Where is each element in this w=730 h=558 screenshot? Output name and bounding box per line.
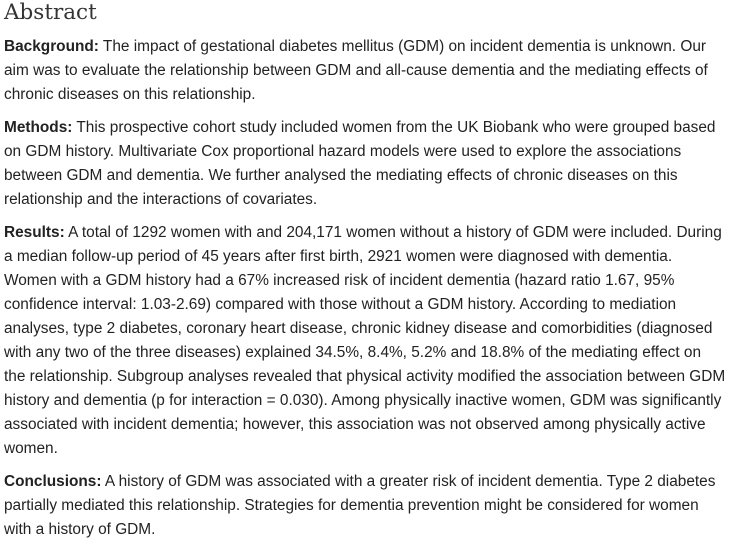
conclusions-section bbox=[4, 470, 726, 542]
results-label: Results: bbox=[4, 224, 65, 241]
abstract-container bbox=[4, 0, 726, 551]
background-section bbox=[4, 35, 726, 107]
results-text: A total of 1292 women with and 204,171 women without a history of GDM were included. During a median follow-up period of 45 years after first birth, 2921 women were diagnosed with dementia. Women with a GDM history had a 67% increased risk of incident dementia (hazard ratio 1.67, 95% confidence interval: 1.03-2.69) compared with those without a GDM history. According to mediation analyses, type 2 diabetes, coronary heart disease, chronic kidney disease and comorbidities (diagnosed with any two of the three diseases) explained 34.5%, 8.4%, 5.2% and 18.8% of the mediating effect on the relationship. Subgroup analyses revealed that physical activity modified the association between GDM history and dementia (p for interaction = 0.030). Among physically inactive women, GDM was significantly associated with incident dementia; however, this association was not observed among physically active women. bbox=[4, 224, 726, 457]
conclusions-label: Conclusions: bbox=[4, 473, 102, 490]
methods-section bbox=[4, 116, 726, 212]
results-section bbox=[4, 221, 726, 461]
methods-label: Methods: bbox=[4, 119, 73, 136]
methods-text: This prospective cohort study included women from the UK Biobank who were grouped based on GDM history. Multivariate Cox proportional hazard models were used to explore the associations between GDM and dementia. We further analysed the mediating effects of chronic diseases on this relationship and the interactions of covariates. bbox=[4, 119, 716, 208]
abstract-heading: Abstract bbox=[4, 0, 97, 25]
conclusions-text: A history of GDM was associated with a greater risk of incident dementia. Type 2 diabetes partially mediated this relationship. Strategies for dementia prevention might be considered for women with a history of GDM. bbox=[4, 473, 716, 538]
background-label: Background: bbox=[4, 38, 99, 55]
background-text: The impact of gestational diabetes mellitus (GDM) on incident dementia is unknown. Our aim was to evaluate the relationship between GDM and all-cause dementia and the mediating effects of chronic diseases on this relationship. bbox=[4, 38, 708, 103]
